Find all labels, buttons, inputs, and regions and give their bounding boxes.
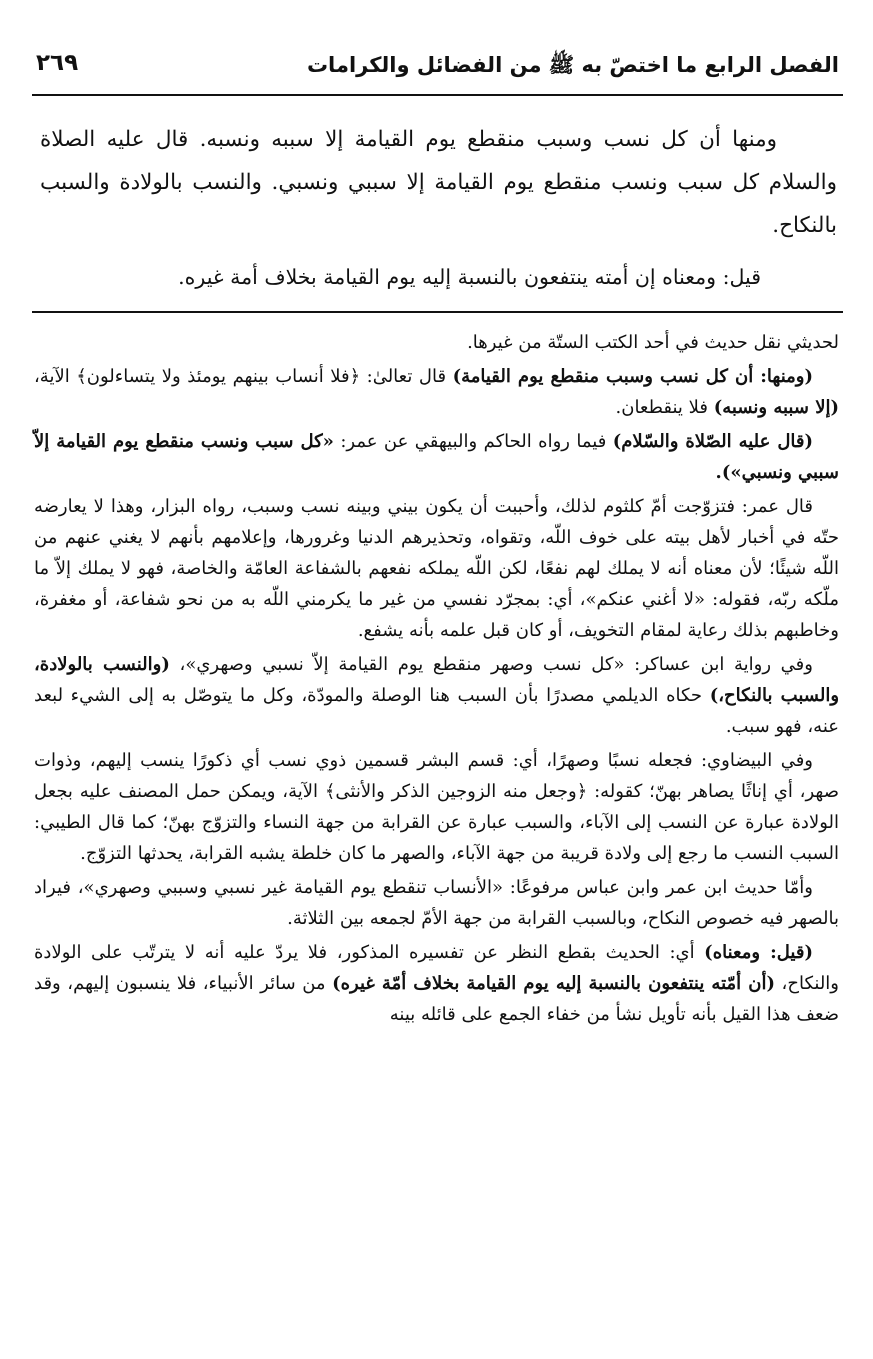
commentary-text: من سائر الأنبياء، فلا ينسبون إليهم، وقد ضعف هذا القيل بأنه تأويل نشأ من خفاء الجمع على قائله بينه	[34, 973, 839, 1025]
commentary-text: وفي رواية ابن عساكر: «كل نسب وصهر منقطع يوم القيامة إلاّ نسبي وصهري»،	[169, 654, 813, 675]
commentary-paragraph	[34, 937, 839, 1030]
commentary-paragraph	[34, 426, 839, 488]
commentary-text: لحديثي نقل حديث في أحد الكتب الستّة من غيرها.	[467, 332, 839, 353]
commentary-quote: (قيل: ومعناه)	[704, 942, 813, 963]
commentary-text: حكاه الديلمي مصدرًا بأن السبب هنا الوصلة والمودّة، وكل ما يتوصّل به إلى الشيء لبعد عنه، فهو سبب.	[34, 685, 839, 737]
commentary-text: فيما رواه الحاكم والبيهقي عن عمر:	[333, 431, 613, 452]
commentary-text: أي: الحديث بقطع النظر عن تفسيره المذكور، فلا يردّ عليه أنه لا يترتّب على الولادة والنكاح،	[34, 942, 839, 994]
commentary-text: قال عمر: فتزوّجت أمّ كلثوم لذلك، وأحببت أن يكون بيني وبينه نسب وسبب، رواه البزار، وهذا لا يعارضه حتّه في أخبار لأهل بيته على خوف اللّه، وتقواه، وتحذيرهم الدنيا وغرورها، وإعلامهم بأنهم لا يغني عنهم من اللّه شيئًا؛ لأن معناه أنه لا يملك لهم نفعًا، لكن اللّه يملكه نفعهم بالشفاعة العامّة والخاصة، فهو لا يملك إلاّ ما ملّكه ربّه، فقوله: «لا أغني عنكم»، أي: بمجرّد نفسي من غير ما يكرمني اللّه به من نحو شفاعة، أو مغفرة، وخاطبهم بذلك رعاية لمقام التخويف، أو كان قبل علمه بأنه يشفع.	[34, 496, 839, 641]
main-qil-line: قيل: ومعناه إن أمته ينتفعون بالنسبة إليه يوم القيامة بخلاف أمة غيره.	[178, 265, 761, 289]
commentary-paragraph	[34, 491, 839, 646]
main-paragraph: ومنها أن كل نسب وسبب منقطع يوم القيامة إلا سببه ونسبه. قال عليه الصلاة والسلام كل سبب ونسب منقطع يوم القيامة إلا سببي ونسبي. والنسب بالولادة والسبب بالنكاح.	[40, 127, 837, 238]
running-title: الفصل الرابع ما اختصّ به ﷺ من الفضائل والكرامات	[306, 53, 839, 77]
commentary-paragraph	[34, 327, 839, 358]
commentary-paragraph	[34, 745, 839, 869]
commentary-quote: (إلا سببه ونسبه)	[713, 397, 839, 418]
commentary-quote: (قال عليه الصّلاة والسّلام)	[612, 431, 814, 452]
commentary-paragraph	[34, 361, 839, 423]
page-header	[32, 42, 843, 96]
page-number: ٢٦٩	[36, 50, 79, 76]
commentary-quote: (والنسب بالولادة، والسبب بالنكاح،)	[34, 654, 840, 706]
commentary-paragraph	[34, 872, 839, 934]
main-text	[40, 118, 837, 247]
separator-rule	[32, 311, 843, 313]
commentary-paragraph	[34, 649, 839, 742]
commentary-text: وأمّا حديث ابن عمر وابن عباس مرفوعًا: «الأنساب تنقطع يوم القيامة غير نسبي وسببي وصهري»، فيراد بالصهر فيه خصوص النكاح، وبالسبب القرابة من جهة الأمّ لجمعه بين الثلاثة.	[34, 877, 839, 929]
commentary-quote: (ومنها: أن كل نسب وسبب منقطع يوم القيامة)	[452, 366, 813, 387]
commentary-text: قال تعالىٰ: ﴿فلا أنساب بينهم يومئذ ولا يتساءلون﴾ الآية،	[34, 366, 453, 387]
commentary-quote: (أن أمّته ينتفعون بالنسبة إليه يوم القيامة بخلاف أمّة غيره)	[332, 973, 775, 994]
commentary	[34, 327, 839, 1033]
commentary-text: فلا ينقطعان.	[615, 397, 714, 418]
commentary-text: وفي البيضاوي: فجعله نسبًا وصهرًا، أي: قسم البشر قسمين ذوي نسب أي ذكورًا ينسب إليهم، وذوات صهر، أي إناثًا يصاهر بهنّ؛ كقوله: ﴿وجعل منه الزوجين الذكر والأنثى﴾ الآية، ويمكن حمل المصنف عليه بجعل الولادة عبارة عن النسب إلى الآباء، والسبب عبارة عن القرابة من جهة النساء والتزوّج بهنّ؛ كما قال الطيبي: السبب النسب ما رجع إلى ولادة قريبة من جهة الآباء، والصهر ما كان خلطة يشبه القرابة، يحدثها التزوّج.	[34, 750, 839, 864]
commentary-quote: «كل سبب ونسب منقطع يوم القيامة إلاّ سببي ونسبي»).	[34, 431, 839, 483]
